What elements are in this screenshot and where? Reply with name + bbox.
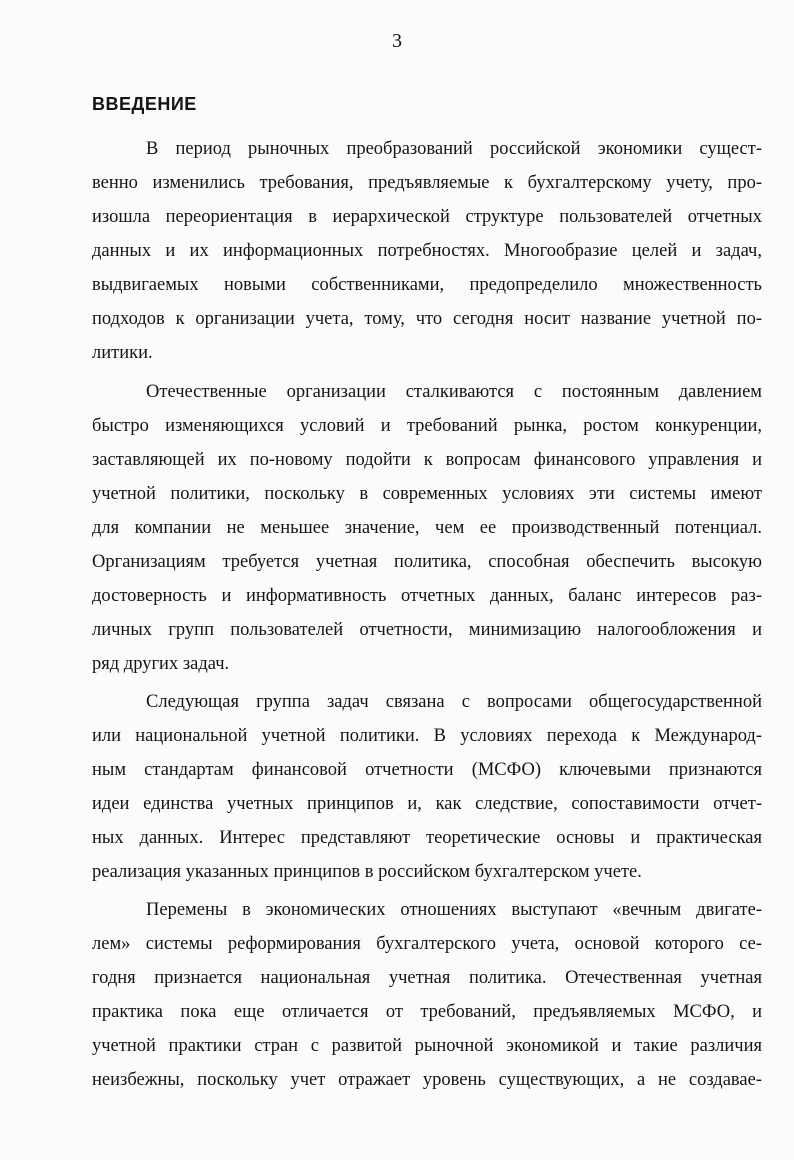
text-line: реализация указанных принципов в российском бухгалтерском учете. [92, 862, 642, 882]
page-number: 3 [392, 30, 402, 52]
paragraph-4 [92, 893, 762, 1097]
text-line: ряд других задач. [92, 654, 230, 674]
text-line: литики. [92, 343, 153, 363]
text-line: быстро изменяющихся условий и требований рынка, ростом конкуренции, [92, 416, 762, 436]
text-line: лем» системы реформирования бухгалтерского учета, основой которого се- [92, 934, 762, 954]
text-line: ных данных. Интерес представляют теоретические основы и практическая [92, 828, 762, 848]
text-line: В период рыночных преобразований российской экономики сущест- [146, 139, 762, 159]
text-line: Отечественные организации сталкиваются с постоянным давлением [146, 382, 762, 402]
text-line: годня признается национальная учетная политика. Отечественная учетная [92, 968, 762, 988]
text-line: выдвигаемых новыми собственниками, предопределило множественность [92, 275, 762, 295]
text-line: для компании не меньшее значение, чем ее производственный потенциал. [92, 518, 762, 538]
paragraph-3 [92, 685, 762, 889]
text-line: учетной политики, поскольку в современных условиях эти системы имеют [92, 484, 762, 504]
text-line: подходов к организации учета, тому, что сегодня носит название учетной по- [92, 309, 762, 329]
text-line: личных групп пользователей отчетности, минимизацию налогообложения и [92, 620, 762, 640]
text-line: достоверность и информативность отчетных данных, баланс интересов раз- [92, 586, 762, 606]
text-line: венно изменились требования, предъявляемые к бухгалтерскому учету, про- [92, 173, 762, 193]
paragraph-2 [92, 375, 762, 681]
text-line: Следующая группа задач связана с вопросами общегосударственной [146, 692, 762, 712]
paragraph-1 [92, 132, 762, 370]
text-line: практика пока еще отличается от требований, предъявляемых МСФО, и [92, 1002, 762, 1022]
text-line: идеи единства учетных принципов и, как следствие, сопоставимости отчет- [92, 794, 762, 814]
text-line: или национальной учетной политики. В условиях перехода к Международ- [92, 726, 762, 746]
text-line: ным стандартам финансовой отчетности (МСФО) ключевыми признаются [92, 760, 762, 780]
text-line: заставляющей их по-новому подойти к вопросам финансового управления и [92, 450, 762, 470]
text-line: Организациям требуется учетная политика, способная обеспечить высокую [92, 552, 762, 572]
text-line: изошла переориентация в иерархической структуре пользователей отчетных [92, 207, 762, 227]
text-line: данных и их информационных потребностях. Многообразие целей и задач, [92, 241, 762, 261]
text-line: учетной практики стран с развитой рыночной экономикой и такие различия [92, 1036, 762, 1056]
section-heading: ВВЕДЕНИЕ [92, 94, 197, 114]
text-line: Перемены в экономических отношениях выступают «вечным двигате- [146, 900, 762, 920]
text-line: неизбежны, поскольку учет отражает уровень существующих, а не создавае- [92, 1070, 762, 1090]
